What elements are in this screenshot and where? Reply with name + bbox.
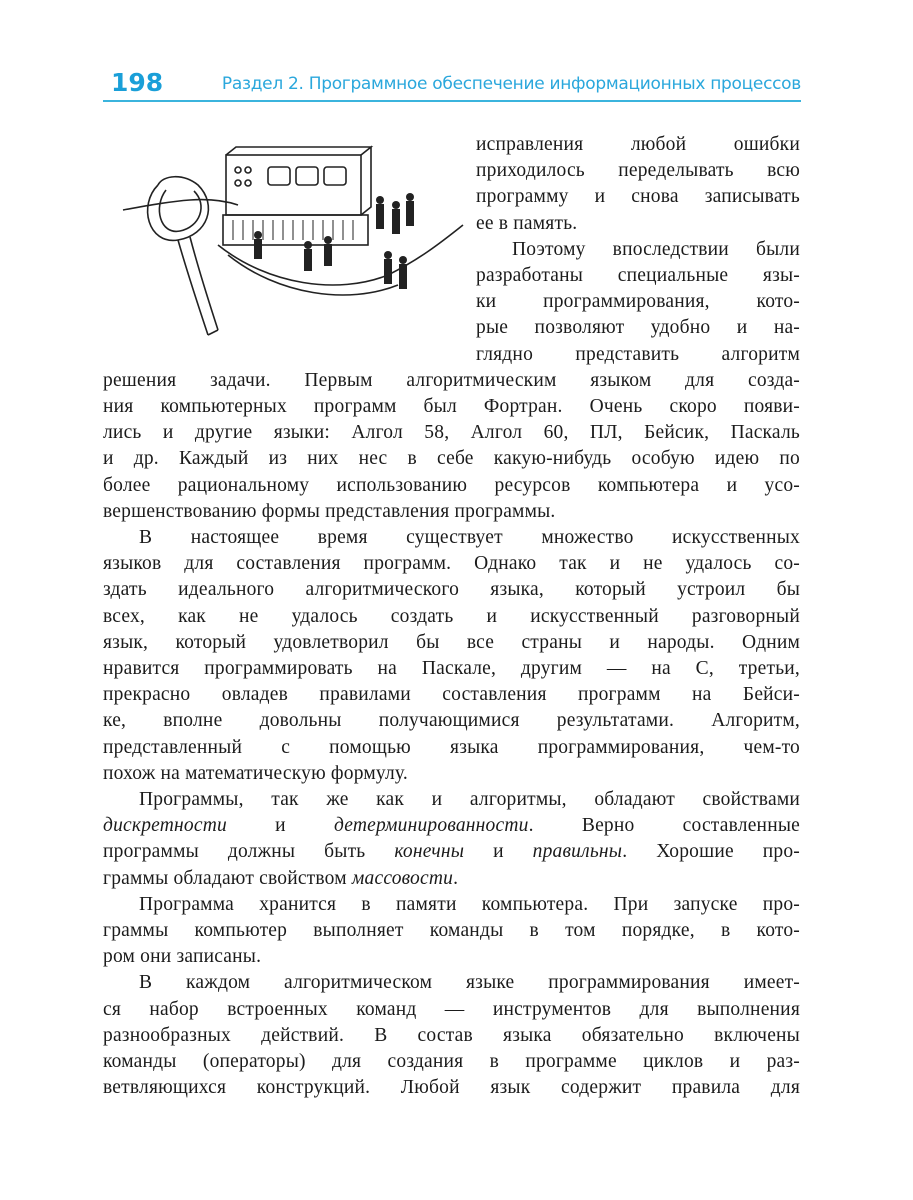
text-segment: ке, вполне довольны получающимися результатами. Алгоритм, <box>103 710 800 732</box>
text-line <box>139 970 800 996</box>
text-segment: язык, который удовлетворил бы все страны и народы. Одним <box>103 631 800 653</box>
text-segment: приходилось переделывать всю <box>476 160 800 182</box>
text-segment: здать идеального алгоритмического языка, который устроил бы <box>103 579 800 601</box>
text-line <box>103 866 800 892</box>
text-segment: и <box>226 815 334 837</box>
text-segment: команды (операторы) для создания в программе циклов и раз- <box>103 1051 800 1072</box>
text-line <box>103 813 800 839</box>
text-line <box>103 944 800 970</box>
text-line <box>103 577 800 603</box>
text-segment: В настоящее время существует множество искусственных <box>139 527 800 548</box>
text-segment: ки программирования, кото- <box>476 291 800 313</box>
text-segment: ветвляющихся конструкций. Любой язык содержит правила для <box>103 1077 800 1099</box>
italic-term: детерминированности <box>333 815 529 837</box>
text-line <box>103 1049 800 1075</box>
text-segment: В каждом алгоритмическом языке программирования имеет- <box>139 972 800 994</box>
text-line <box>103 656 800 682</box>
text-line <box>139 787 800 813</box>
text-line <box>103 394 800 420</box>
text-segment: ром они записаны. <box>103 946 262 968</box>
text-line <box>103 446 800 472</box>
text-line <box>103 1023 800 1049</box>
text-segment: исправления любой ошибки <box>476 134 800 155</box>
text-segment: рые позволяют удобно и на- <box>476 317 800 339</box>
computer-illustration <box>118 145 468 340</box>
text-line <box>139 892 800 918</box>
text-line <box>476 158 800 184</box>
text-line <box>103 682 800 708</box>
text-line <box>476 315 800 341</box>
text-line <box>103 368 800 394</box>
italic-term: конечны <box>394 841 465 863</box>
text-segment: вершенствованию формы представления программы. <box>103 500 556 522</box>
text-segment: Программы, так же как и алгоритмы, обладают свойствами <box>139 789 800 810</box>
text-line <box>103 630 800 656</box>
text-line <box>103 473 800 499</box>
text-segment: похож на математическую формулу. <box>103 762 409 784</box>
text-line <box>103 839 800 865</box>
text-segment: ся набор встроенных команд — инструментов для выполнения <box>103 998 800 1020</box>
text-segment: . Хорошие про- <box>622 841 800 863</box>
text-line <box>103 499 800 525</box>
text-line <box>103 735 800 761</box>
text-segment: нравится программировать на Паскале, другим — на С, третьи, <box>103 658 800 679</box>
italic-term: массовости <box>351 867 454 889</box>
text-line <box>476 289 800 315</box>
text-segment: ее в память. <box>476 212 578 234</box>
text-segment: решения задачи. Первым алгоритмическим языком для созда- <box>103 369 800 391</box>
text-segment: разнообразных действий. В состав языка обязательно включены <box>103 1024 800 1046</box>
text-line <box>103 420 800 446</box>
italic-term: дискретности <box>103 815 227 837</box>
text-line <box>103 708 800 734</box>
text-line <box>476 211 800 237</box>
text-line <box>476 342 800 368</box>
text-segment: и <box>464 841 533 863</box>
text-segment: . Верно составленные <box>528 815 800 837</box>
text-segment: разработаны специальные язы- <box>476 265 800 286</box>
italic-term: правильны <box>532 841 623 863</box>
text-segment: глядно представить алгоритм <box>476 343 800 365</box>
text-line <box>103 918 800 944</box>
text-segment: граммы компьютер выполняет команды в том порядке, в кото- <box>103 920 800 941</box>
page-number: 198 <box>111 68 164 97</box>
text-line <box>476 263 800 289</box>
running-header <box>103 66 801 102</box>
text-segment: языков для составления программ. Однако так и не удалось со- <box>103 553 800 575</box>
section-title: Раздел 2. Программное обеспечение информационных процессов <box>221 74 801 94</box>
text-segment: Поэтому впоследствии были <box>512 238 800 260</box>
text-line <box>476 184 800 210</box>
text-segment: более рациональному использованию ресурсов компьютера и усо- <box>103 474 800 496</box>
text-segment: программы должны быть <box>103 841 395 863</box>
text-segment: лись и другие языки: Алгол 58, Алгол 60, ПЛ, Бейсик, Паскаль <box>103 422 800 444</box>
text-segment: прекрасно овладев правилами составления программ на Бейси- <box>103 684 800 706</box>
text-segment: представленный с помощью языка программирования, чем-то <box>103 736 800 758</box>
text-line <box>103 997 800 1023</box>
text-segment: всех, как не удалось создать и искусственный разговорный <box>103 605 800 627</box>
text-segment: ния компьютерных программ был Фортран. Очень скоро появи- <box>103 396 800 417</box>
text-line <box>139 525 800 551</box>
text-line <box>103 1075 800 1101</box>
text-segment: Программа хранится в памяти компьютера. При запуске про- <box>139 893 800 915</box>
text-segment: и др. Каждый из них нес в себе какую-нибудь особую идею по <box>103 448 800 470</box>
text-line <box>103 604 800 630</box>
text-line <box>103 761 800 787</box>
text-segment: . <box>453 867 459 889</box>
text-line <box>476 132 800 158</box>
text-line <box>512 237 800 263</box>
text-line <box>103 551 800 577</box>
text-segment: граммы обладают свойством <box>103 867 352 889</box>
text-segment: программу и снова записывать <box>476 186 800 208</box>
